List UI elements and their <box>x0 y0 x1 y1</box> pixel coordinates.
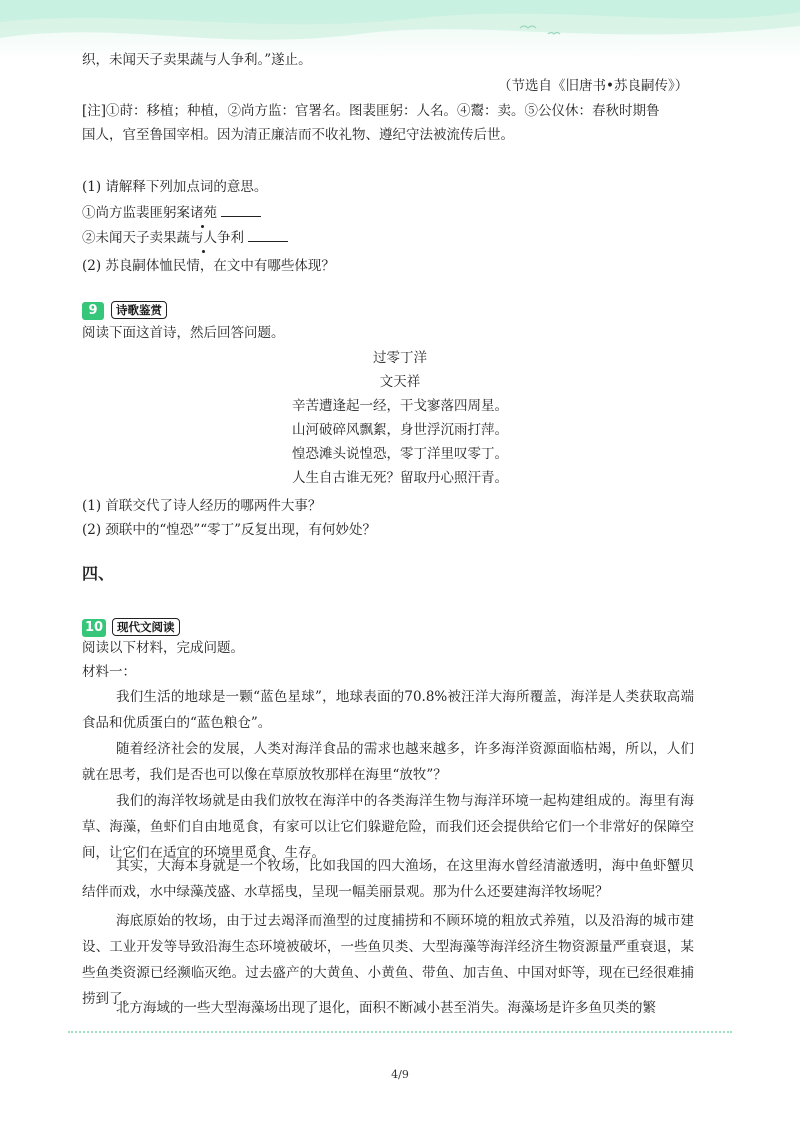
answer-blank[interactable] <box>221 216 261 217</box>
section-intro: 阅读以下材料，完成问题。 <box>82 640 244 656</box>
note-line: [注]①莳：移植；种植，②尚方监：官署名。图裴匪躬：人名。④鬻：卖。⑤公仪休：春秋时期鲁 <box>82 103 660 119</box>
question-1: (1) 请解释下列加点词的意思。 <box>82 179 268 195</box>
paragraph: 随着经济社会的发展，人类对海洋食品的需求也越来越多，许多海洋资源面临枯竭，所以，人们就在思考，我们是否也可以像在草原放牧那样在海里“放牧”？ <box>82 741 694 783</box>
paragraph: 我们生活的地球是一颗“蓝色星球”，地球表面的70.8%被汪洋大海所覆盖，海洋是人类获取高端食品和优质蛋白的“蓝色粮仓”。 <box>82 689 694 731</box>
paragraph: 我们的海洋牧场就是由我们放牧在海洋中的各类海洋生物与海洋环境一起构建组成的。海里有海草、海藻，鱼虾们自由地觅食，有家可以让它们躲避危险，而我们还会提供给它们一个非常好的保障空间，让它们在适宜的环境里觅食、生存。 <box>82 793 694 861</box>
poem-title: 过零丁洋 <box>373 350 427 366</box>
part-heading: 四、 <box>82 564 115 583</box>
question-2: (2) 颈联中的“惶恐”“零丁”反复出现，有何妙处？ <box>82 522 377 538</box>
emphasis-dot <box>202 250 205 253</box>
question-1b-text: ②未闻天子卖果蔬与人争利 <box>82 230 244 246</box>
section-number-badge: 9 <box>82 302 104 320</box>
paragraph: 海底原始的牧场，由于过去竭泽而渔型的过度捕捞和不顾环境的粗放式养殖，以及沿海的城市建设、工业开发等导致沿海生态环境被破坏，一些鱼贝类、大型海藻等海洋经济生物资源量严重衰退，某些鱼类资源已经濒临灭绝。过去盛产的大黄鱼、小黄鱼、带鱼、加吉鱼、中国对虾等，现在已经很难捕捞到了。 <box>82 913 694 1007</box>
question-1: (1) 首联交代了诗人经历的哪两件大事？ <box>82 498 322 514</box>
section-label: 现代文阅读 <box>112 618 180 636</box>
poem-line: 人生自古谁无死？留取丹心照汗青。 <box>292 470 508 486</box>
note-line: 国人，官至鲁国宰相。因为清正廉洁而不收礼物、遵纪守法被流传后世。 <box>82 127 514 143</box>
page-number: 4/9 <box>391 1068 409 1081</box>
poem-author: 文天祥 <box>379 374 421 390</box>
paragraph: 其实，大海本身就是一个牧场，比如我国的四大渔场，在这里海水曾经清澈透明，海中鱼虾蟹贝结伴而戏，水中绿藻茂盛、水草摇曳，呈现一幅美丽景观。那为什么还要建海洋牧场呢？ <box>82 858 694 900</box>
poem-line: 山河破碎风飘絮，身世浮沉雨打萍。 <box>292 422 508 438</box>
question-1a <box>82 203 261 223</box>
question-1a-text: ①尚方监裴匪躬案诸苑 <box>82 205 217 221</box>
material-label: 材料一： <box>82 664 136 680</box>
source-citation: （节选自《旧唐书•苏良嗣传》） <box>498 78 689 94</box>
question-1b <box>82 228 288 248</box>
answer-blank[interactable] <box>248 241 288 242</box>
question-2: (2) 苏良嗣体恤民情，在文中有哪些体现？ <box>82 258 335 274</box>
poem-line: 辛苦遭逢起一经，干戈寥落四周星。 <box>292 398 508 414</box>
paragraph: 北方海域的一些大型海藻场出现了退化，面积不断减小甚至消失。海藻场是许多鱼贝类的繁 <box>116 1000 656 1016</box>
text-line: 织，未闻天子卖果蔬与人争利。”遂止。 <box>82 52 312 68</box>
section-intro: 阅读下面这首诗，然后回答问题。 <box>82 325 285 341</box>
footer-divider <box>68 1031 732 1033</box>
section-number-badge: 10 <box>82 619 106 637</box>
poem-line: 惶恐滩头说惶恐，零丁洋里叹零丁。 <box>292 446 508 462</box>
section-label: 诗歌鉴赏 <box>111 301 167 319</box>
